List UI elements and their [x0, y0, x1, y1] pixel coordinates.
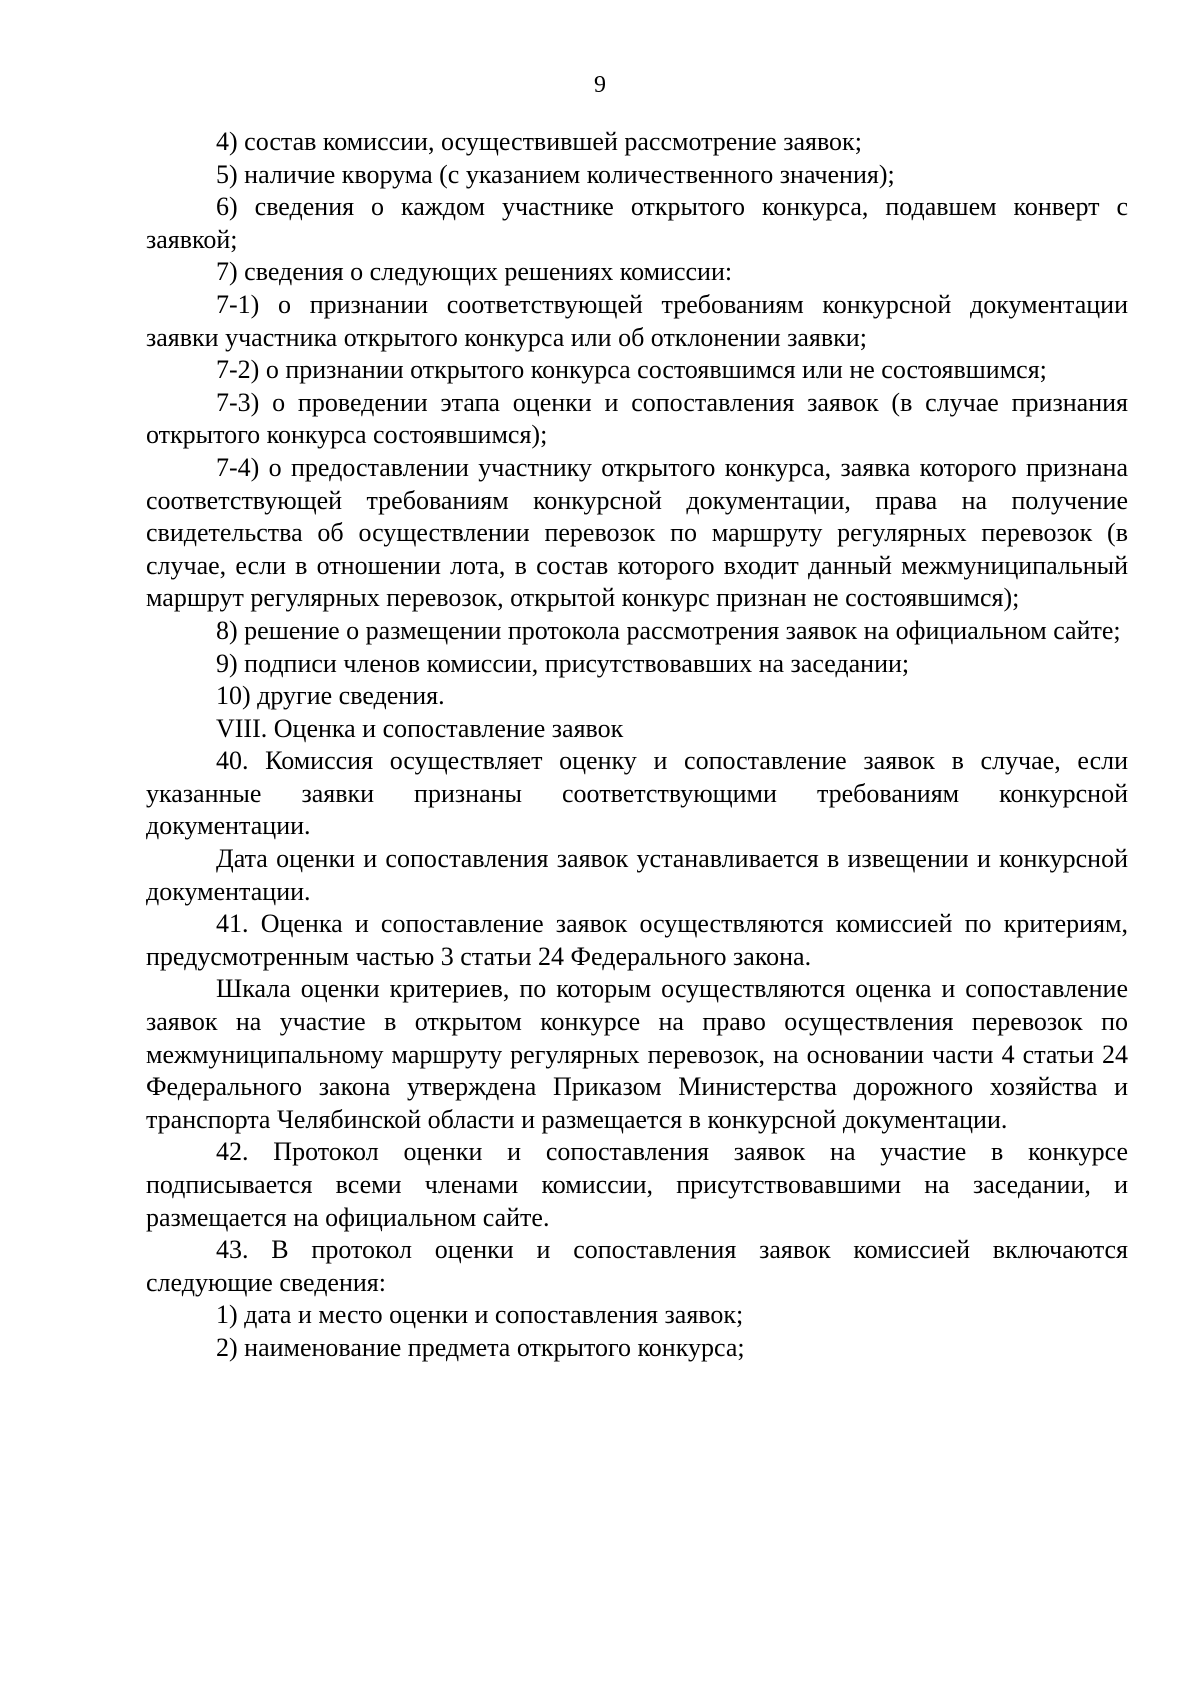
list-item-5: 5) наличие кворума (с указанием количественного значения); — [216, 159, 895, 189]
list-item-7-3: 7-3) о проведении этапа оценки и сопоставления заявок (в случае признания открытого конкурса состоявшимся); — [146, 387, 1128, 450]
paragraph-42: 42. Протокол оценки и сопоставления заявок на участие в конкурсе подписывается всеми членами комиссии, присутствовавшими на заседании, и размещается на официальном сайте. — [146, 1137, 1128, 1232]
list-item-9: 9) подписи членов комиссии, присутствовавших на заседании; — [216, 648, 910, 678]
paragraph-43: 43. В протокол оценки и сопоставления заявок комиссией включаются следующие сведения: — [146, 1235, 1128, 1297]
list-item-10: 10) другие сведения. — [216, 681, 445, 711]
page-number: 9 — [594, 72, 606, 98]
list-item-7-4: 7-4) о предоставлении участнику открытого конкурса, заявка которого признана соответствующей требованиям конкурсной документации, права на получение свидетельства об осуществлении перевозок по маршруту регулярных перевозок (в случае, если в отношении лота, в состав которого входит данный межмуниципальный маршрут регулярных перевозок, открытой конкурс признан не состоявшимся); — [146, 452, 1128, 613]
paragraph-41: 41. Оценка и сопоставление заявок осуществляются комиссией по критериям, предусмотренным частью 3 статьи 24 Федерального закона. — [146, 909, 1128, 971]
list-item-8: 8) решение о размещении протокола рассмотрения заявок на официальном сайте; — [216, 615, 1121, 645]
section-title: VIII. Оценка и сопоставление заявок — [216, 713, 624, 743]
list-item-7-2: 7-2) о признании открытого конкурса состоявшимся или не состоявшимся; — [216, 355, 1047, 385]
paragraph-40: 40. Комиссия осуществляет оценку и сопоставление заявок в случае, если указанные заявки признаны соответствующими требованиям конкурсной документации. — [146, 746, 1128, 841]
list-item-4: 4) состав комиссии, осуществившей рассмотрение заявок; — [216, 127, 862, 156]
paragraph-40-date: Дата оценки и сопоставления заявок устанавливается в извещении и конкурсной документации. — [146, 844, 1128, 906]
list-item-43-1: 1) дата и место оценки и сопоставления заявок; — [216, 1300, 744, 1330]
list-item-7-1: 7-1) о признании соответствующей требованиям конкурсной документации заявки участника открытого конкурса или об отклонении заявки; — [146, 289, 1128, 352]
list-item-7: 7) сведения о следующих решениях комиссии: — [216, 257, 733, 287]
list-item-43-2: 2) наименование предмета открытого конкурса; — [216, 1332, 745, 1362]
document-body — [146, 126, 1128, 1365]
paragraph-41-scale: Шкала оценки критериев, по которым осуществляются оценка и сопоставление заявок на участие в открытом конкурсе на право осуществления перевозок по межмуниципальному маршруту регулярных перевозок, на основании части 4 статьи 24 Федерального закона утверждена Приказом Министерства дорожного хозяйства и транспорта Челябинской области и размещается в конкурсной документации. — [146, 974, 1128, 1134]
list-item-6: 6) сведения о каждом участнике открытого конкурса, подавшем конверт с заявкой; — [146, 192, 1128, 254]
